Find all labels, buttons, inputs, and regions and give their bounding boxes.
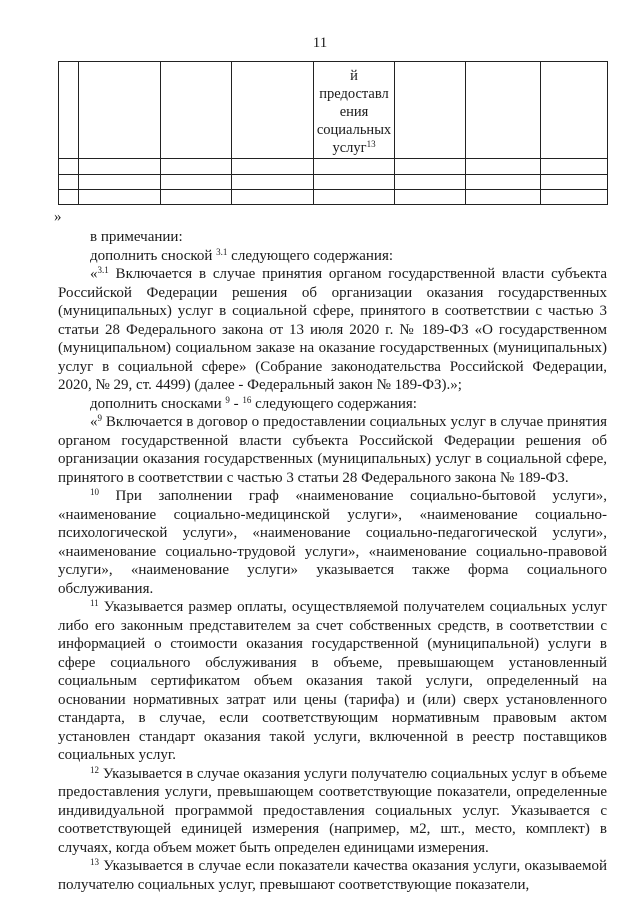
- table-cell: [541, 62, 608, 159]
- paragraph: дополнить сноской $^{3.1}$ следующего содержания:: [90, 246, 394, 264]
- table-cell: [79, 62, 161, 159]
- footnote-ref: 16: [242, 394, 252, 405]
- document-body: [58, 228, 607, 894]
- paragraph: $^{13}$ Указывается в случае если показатели качества оказания услуги, оказываемой получателю социальных услуг, превышают соответствующие показатели,: [58, 857, 607, 893]
- closing-quote: »: [54, 209, 62, 225]
- footnote-ref: 11: [90, 598, 99, 608]
- paragraph: «$^9$ Включается в договор о предоставлении социальных услуг в случае принятия органом государственной власти субъекта Российской Федерации решения об организации оказания государственных (муниципальных) услуг в социальной сфере, принятого в соответствии с частью 3 статьи 28 Федерального закона № 189-ФЗ.: [58, 413, 607, 486]
- footnote-ref: 3.1: [97, 265, 109, 275]
- table-cell: [161, 62, 232, 159]
- services-table: [58, 61, 608, 205]
- page-number: 11: [312, 35, 328, 51]
- footnote-ref: 9: [97, 413, 102, 423]
- footnote-ref: 13: [366, 139, 376, 149]
- table-cell: [232, 62, 314, 159]
- footnote-ref: 3.1: [216, 246, 228, 257]
- table-cell: [466, 62, 541, 159]
- footnote-ref: 13: [90, 857, 99, 867]
- paragraph: «$^{3.1}$ Включается в случае принятия органом государственной власти субъекта Российской Федерации решения об организации оказания государственных (муниципальных) услуг в социальной сфере, принятого в соответствии с частью 3 статьи 28 Федерального закона от 13 июля 2020 г. № 189-ФЗ «О государственном (муниципальном) социальном заказе на оказание государственных (муниципальных) услуг в социальной сфере» (Собрание законодательства Российской Федерации, 2020, № 29, ст. 4499) (далее - Федеральный закон № 189-ФЗ).»;: [58, 265, 607, 393]
- table-cell: [59, 62, 79, 159]
- footnote-ref: 12: [90, 764, 99, 775]
- table-row: [59, 175, 608, 190]
- paragraph: $^{11}$ Указывается размер оплаты, осуществляемой получателем социальных услуг либо его законным представителем за счет собственных средств, в соответствии с информацией о стоимости оказания государственной (муниципальной) услуги в сфере социального обслуживания в объеме, превышающем установленный социальным сертификатом объем оказания такой услуги, определенный на основании нормативных затрат или цены (тарифа) и (или) сверх установленного стандарта, в случае, если соответствующим нормативным правовым актом установлен стандарт оказания такой услуги, включенной в реестр поставщиков социальных услуг.: [58, 598, 607, 763]
- table-cell-service-column: [314, 62, 395, 159]
- footnote-ref: 9: [225, 394, 230, 405]
- table-row: [59, 190, 608, 205]
- table-cell: [395, 62, 466, 159]
- paragraph: в примечании:: [90, 229, 183, 245]
- paragraph: $^{10}$ При заполнении граф «наименование социально-бытовой услуги», «наименование социально-медицинской услуги», «наименование социально-психологической услуги», «наименование социально-педагогической услуги», «наименование социально-трудовой услуги», «наименование социально-правовой услуги», «наименование услуги» указывается также форма социального обслуживания.: [58, 487, 607, 597]
- table-cell-text: й предоставл ения социальных услуг: [316, 68, 392, 156]
- paragraph: дополнить сносками $^9$ - $^{16}$ следующего содержания:: [90, 394, 417, 412]
- footnote-ref: 10: [90, 487, 99, 497]
- paragraph: $^{12}$ Указывается в случае оказания услуги получателю социальных услуг в объеме предоставления услуги, превышающем соответствующие показатели, определенные индивидуальной программой предоставления социальных услуг. Указывается с соответствующей единицей измерения (например, м2, шт., место, комплект) в случаях, когда объем может быть определен единицами измерения.: [58, 764, 607, 856]
- table-row: [59, 159, 608, 175]
- table-row: [59, 62, 608, 159]
